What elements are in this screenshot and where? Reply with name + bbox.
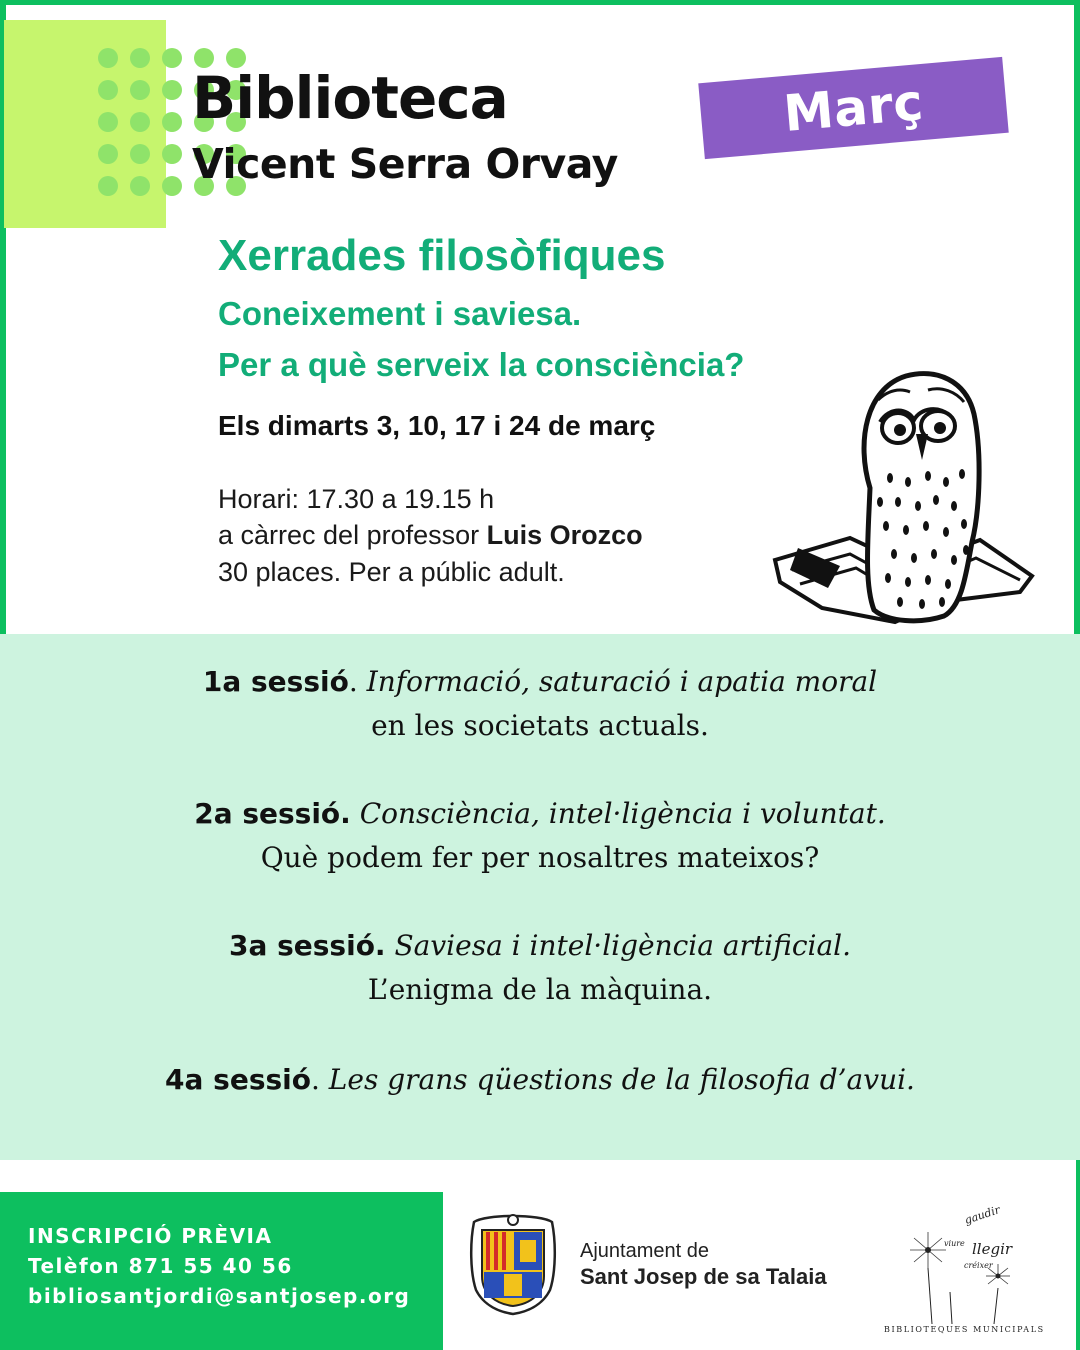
session-1-label: 1a sessió [202, 665, 349, 698]
event-dates: Els dimarts 3, 10, 17 i 24 de març [218, 410, 656, 441]
event-subtitle-line2: Per a què serveix la consciència? [218, 346, 745, 383]
session-4-topic: Les grans qüestions de la filosofia d’avui. [328, 1063, 915, 1096]
logo-word-4: créixer [964, 1261, 993, 1270]
session-3-line2: L’enigma de la màquina. [367, 973, 713, 1006]
session-3-label: 3a sessió. [228, 929, 386, 962]
decorative-dot [130, 48, 150, 68]
session-1-line2: en les societats actuals. [371, 709, 709, 742]
municipal-crest-logo-icon [466, 1212, 560, 1316]
decorative-dot [98, 80, 118, 100]
registration-label: INSCRIPCIÓ PRÈVIA [28, 1224, 273, 1248]
decorative-dot [130, 112, 150, 132]
session-2-line2: Què podem fer per nosaltres mateixos? [260, 841, 820, 874]
decorative-dot [130, 176, 150, 196]
session-3-topic: Saviesa i intel·ligència artificial. [394, 929, 852, 962]
month-tag [698, 57, 1008, 159]
dandelion-logo-icon [880, 1188, 1045, 1328]
right-border-lower [1076, 1160, 1080, 1350]
decorative-dot [162, 112, 182, 132]
decorative-dot [130, 144, 150, 164]
owl-illustration-icon [770, 370, 1040, 632]
decorative-dot [162, 176, 182, 196]
session-2-line1 [0, 792, 1080, 836]
session-4-line1: 4a sessió. Les grans qüestions de la filosofia d’avui. [165, 1063, 915, 1096]
session-2-label: 2a sessió. [194, 797, 351, 830]
logo-word-2: llegir [972, 1240, 1013, 1258]
speaker-name: Luis Orozco [486, 520, 643, 550]
decorative-dot [98, 144, 118, 164]
libraries-network-label: BIBLIOTEQUES MUNICIPALS [884, 1325, 1045, 1334]
session-1-topic: Informació, saturació i apatia moral [366, 665, 878, 698]
contact-phone[interactable]: Telèfon 871 55 40 56 [28, 1254, 293, 1278]
session-2-topic: Consciència, intel·ligència i voluntat. [359, 797, 886, 830]
council-label-line1: Ajuntament de [580, 1240, 709, 1262]
month-label: Març [781, 73, 926, 143]
decorative-dot [162, 48, 182, 68]
session-4-label: 4a sessió [165, 1063, 311, 1096]
event-title: Xerrades filosòfiques [218, 231, 666, 280]
council-label-line2: Sant Josep de sa Talaia [580, 1264, 827, 1289]
library-name: Vicent Serra Orvay [192, 140, 618, 188]
library-title: Biblioteca [192, 64, 508, 132]
top-border [0, 0, 1080, 5]
logo-word-3: viure [944, 1239, 965, 1248]
decorative-dot [98, 112, 118, 132]
contact-email[interactable]: bibliosantjordi@santjosep.org [28, 1284, 411, 1308]
decorative-dot [98, 48, 118, 68]
session-3-line1 [0, 924, 1080, 968]
event-places: 30 places. Per a públic adult. [218, 557, 565, 587]
decorative-dot [98, 176, 118, 196]
event-schedule: Horari: 17.30 a 19.15 h [218, 484, 495, 514]
decorative-dot [162, 80, 182, 100]
logo-word-1: gaudir [962, 1203, 1002, 1227]
session-1-line1: 1a sessió. Informació, saturació i apatia moral [202, 665, 878, 698]
decorative-dot [162, 144, 182, 164]
event-subtitle-line1: Coneixement i saviesa. [218, 295, 582, 332]
event-speaker [218, 517, 643, 553]
decorative-dot [130, 80, 150, 100]
speaker-prefix: a càrrec del professor [218, 520, 487, 550]
